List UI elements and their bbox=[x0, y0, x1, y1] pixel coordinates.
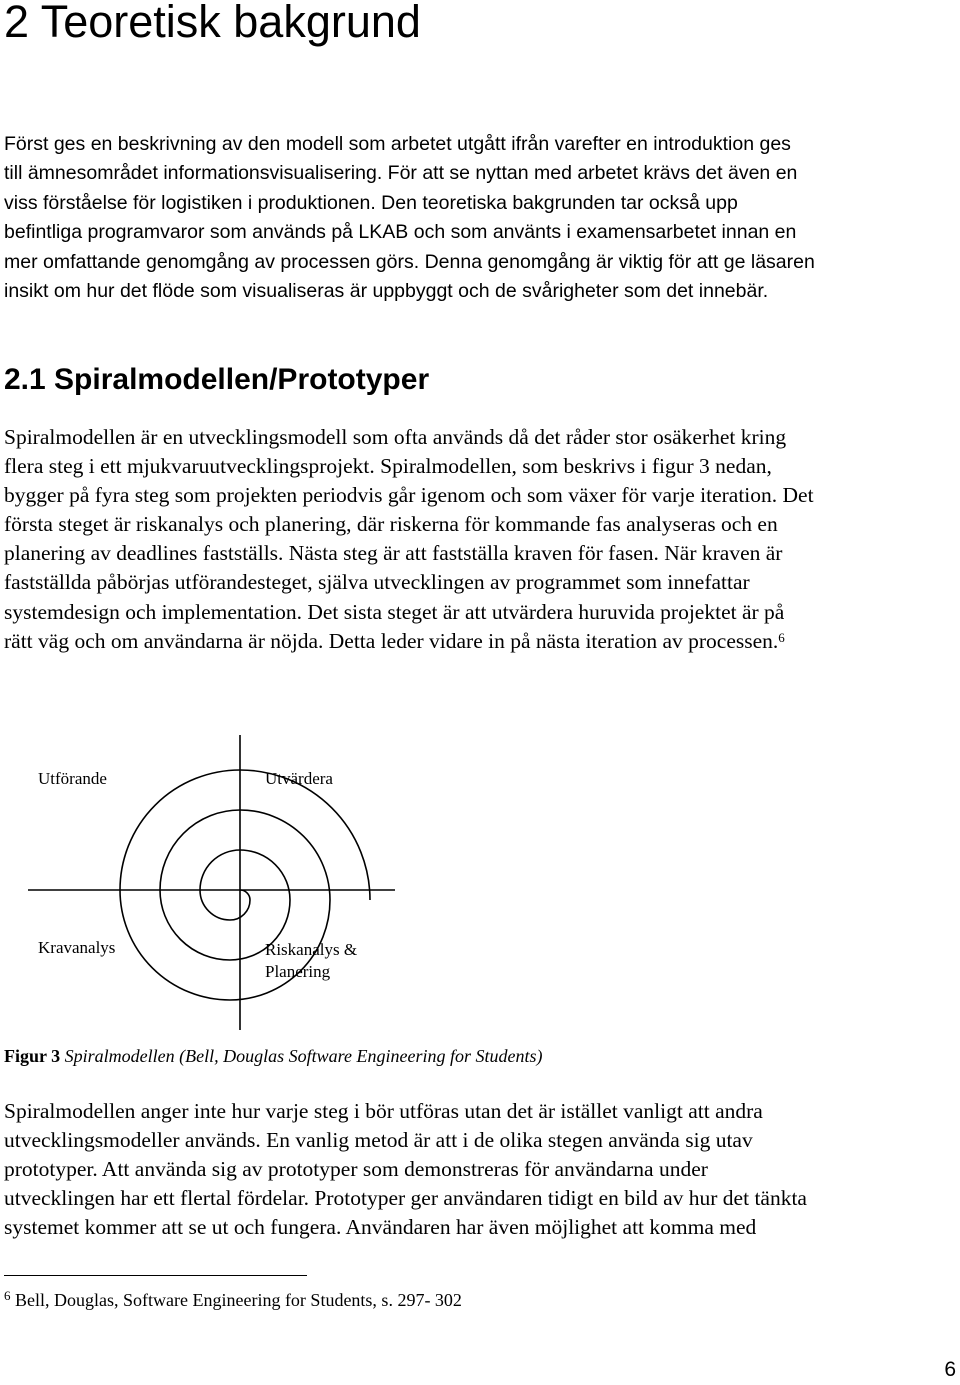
label-utforande: Utförande bbox=[38, 769, 107, 788]
section-paragraph bbox=[4, 423, 959, 656]
after-paragraph bbox=[4, 1097, 959, 1242]
footnote-reference[interactable]: 6 bbox=[778, 629, 785, 645]
page-heading: 2 Teoretisk bakgrund bbox=[4, 0, 421, 47]
page-number: 6 bbox=[944, 1358, 956, 1381]
section-last-text: rätt väg och om användarna är nöjda. Detta leder vidare in på nästa iteration av processen. bbox=[4, 628, 779, 653]
intro-line: mer omfattande genomgång av processen görs. Denna genomgång är viktig för att ge läsaren bbox=[4, 250, 815, 273]
spiral-curve bbox=[120, 770, 370, 1000]
figure-caption bbox=[4, 1044, 542, 1068]
label-kravanalys: Kravanalys bbox=[38, 938, 116, 957]
intro-line: viss förståelse för logistiken i produktionen. Den teoretiska bakgrunden tar också upp bbox=[4, 191, 738, 214]
section-line: första steget är riskanalys och planering, där riskerna för kommande fas analyseras och en bbox=[4, 512, 778, 537]
section-line: planering av deadlines fastställs. Nästa steg är att fastställa kraven för fasen. När kraven är bbox=[4, 541, 783, 566]
label-utvardera: Utvärdera bbox=[265, 769, 333, 788]
label-planering: Planering bbox=[265, 962, 331, 981]
caption-text: Spiralmodellen (Bell, Douglas Software Engineering for Students) bbox=[64, 1046, 543, 1066]
footnote-separator bbox=[4, 1275, 307, 1276]
footnote-marker: 6 bbox=[4, 1288, 11, 1303]
section-line-last bbox=[4, 627, 959, 656]
after-line: utvecklingsmodeller används. En vanlig metod är att i de olika stegen använda sig utav bbox=[4, 1128, 753, 1153]
caption-label: Figur 3 bbox=[4, 1046, 61, 1066]
intro-line: Först ges en beskrivning av den modell som arbetet utgått ifrån varefter en introduktion ges bbox=[4, 133, 791, 155]
intro-line: befintliga programvaror som används på LKAB och som använts i examensarbetet innan en bbox=[4, 221, 797, 244]
intro-line: insikt om hur det flöde som visualiseras är uppbyggt och de svårigheter som det innebär. bbox=[4, 280, 769, 303]
footnote-text: Bell, Douglas, Software Engineering for Students, s. 297- 302 bbox=[10, 1290, 462, 1310]
section-line: Spiralmodellen är en utvecklingsmodell som ofta används då det råder stor osäkerhet kring bbox=[4, 425, 787, 449]
spiral-figure bbox=[0, 730, 400, 1040]
after-line: systemet kommer att se ut och fungera. Användaren har även möjlighet att komma med bbox=[4, 1215, 757, 1240]
section-line: fastställda påbörjas utförandesteget, själva utvecklingen av programmet som innefattar bbox=[4, 570, 750, 595]
section-line: systemdesign och implementation. Det sista steget är att utvärdera huruvida projektet är på bbox=[4, 599, 785, 624]
after-line: prototyper. Att använda sig av prototyper som demonstreras för användarna under bbox=[4, 1157, 708, 1182]
intro-line: till ämnesområdet informationsvisualisering. För att se nyttan med arbetet krävs det även en bbox=[4, 162, 798, 185]
after-line: Spiralmodellen anger inte hur varje steg i bör utföras utan det är istället vanligt att andra bbox=[4, 1099, 763, 1123]
section-heading: 2.1 Spiralmodellen/Prototyper bbox=[4, 363, 430, 396]
label-riskanalys: Riskanalys & bbox=[265, 940, 358, 959]
section-line: flera steg i ett mjukvaruutvecklingsprojekt. Spiralmodellen, som beskrivs i figur 3 nedan, bbox=[4, 454, 772, 479]
section-line: bygger på fyra steg som projekten periodvis går igenom och som växer för varje iteration. Det bbox=[4, 483, 814, 508]
after-line: utvecklingen har ett flertal fördelar. Prototyper ger användaren tidigt en bild av hur det tänkta bbox=[4, 1186, 807, 1211]
footnote bbox=[4, 1288, 462, 1312]
intro-paragraph bbox=[4, 130, 959, 306]
